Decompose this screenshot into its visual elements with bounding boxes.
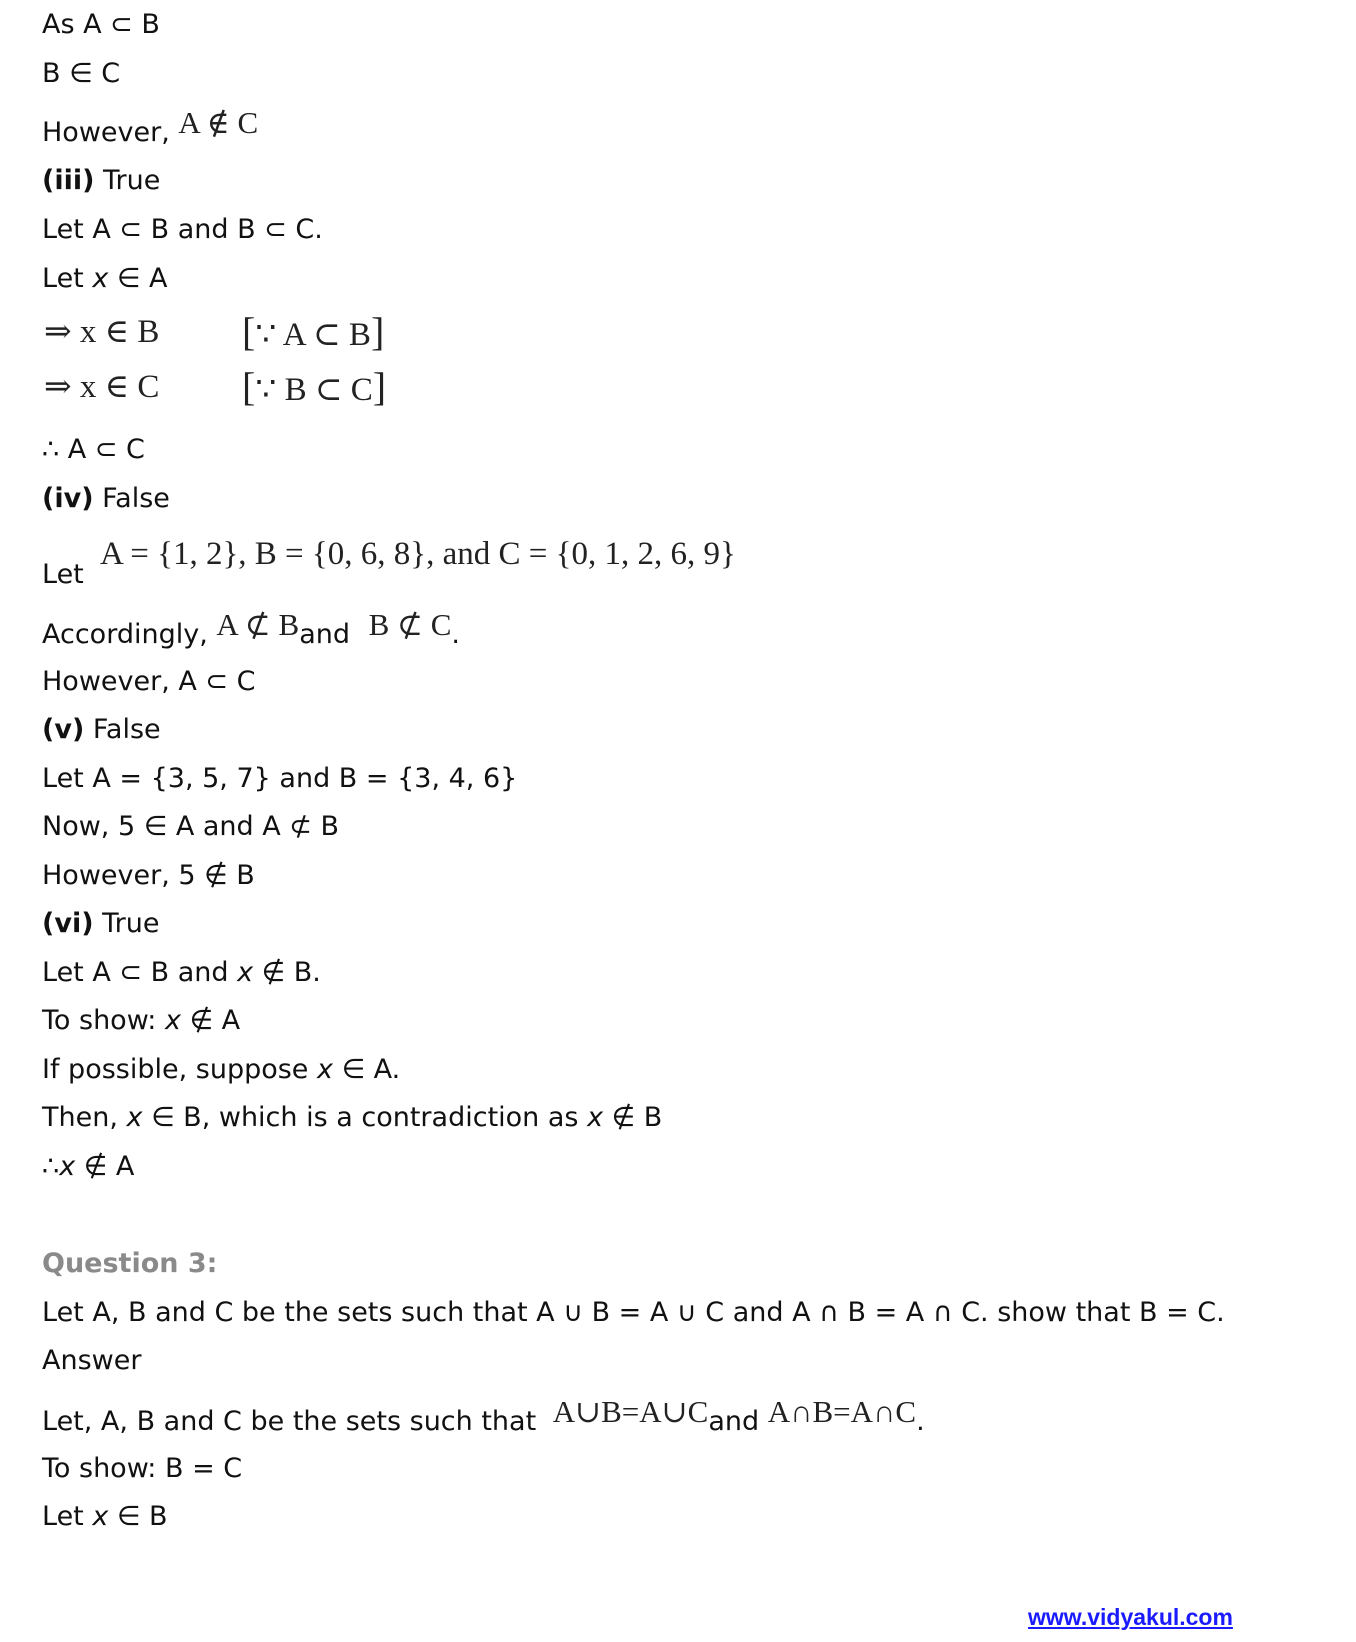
part-verdict: False	[84, 714, 161, 745]
bracket-open: [	[242, 364, 256, 409]
line-text: and	[708, 1406, 768, 1437]
line-text: Let	[42, 1501, 93, 1532]
math-union-equal: A∪B=A∪C	[552, 1394, 709, 1429]
variable-x: x	[59, 1151, 76, 1182]
part-verdict: False	[93, 483, 170, 514]
answer-line-sets	[42, 1394, 925, 1439]
math-a-not-subset-b: A ⊄ B	[216, 607, 300, 642]
derivation-step-1: ⇒ x ∈ B	[44, 314, 160, 350]
math-b-not-subset-c: B ⊄ C	[368, 607, 452, 642]
line-text: ∈ B	[108, 1501, 168, 1532]
bracket-open: [	[242, 309, 256, 354]
part-vi-heading	[42, 907, 159, 941]
line-text: ∈ A.	[332, 1054, 401, 1085]
line-therefore-a-subset-c: ∴ A ⊂ C	[42, 434, 145, 465]
reason-text: ∵ B ⊂ C	[255, 372, 373, 408]
line-let-x-in-a	[42, 262, 168, 296]
line-text: Then,	[42, 1102, 127, 1133]
part-v-heading	[42, 713, 161, 747]
line-let-a-subset-b-x-notin-b	[42, 956, 321, 990]
line-text: Let A ⊂ B and	[42, 957, 238, 988]
line-text: ∉ B.	[253, 957, 321, 988]
derivation-reason-2	[242, 364, 387, 410]
line-however-a-subset-c: However, A ⊂ C	[42, 666, 256, 697]
line-text: ∈ A	[108, 263, 168, 294]
math-intersection-equal: A∩B=A∩C	[767, 1394, 917, 1429]
line-as-a-subset-b: As A ⊂ B	[42, 9, 160, 40]
line-text: and	[299, 619, 359, 650]
line-text: Let, A, B and C be the sets such that	[42, 1406, 545, 1437]
variable-x: x	[317, 1054, 333, 1085]
question-3-heading: Question 3:	[42, 1248, 218, 1279]
math-a-notin-c: A ∉ C	[178, 105, 259, 140]
part-verdict: True	[93, 908, 160, 939]
math-set-definitions: A = {1, 2}, B = {0, 6, 8}, and C = {0, 1, 2, 6, 9}	[100, 536, 736, 572]
part-label: (v)	[42, 714, 85, 745]
line-text: If possible, suppose	[42, 1054, 317, 1085]
line-however-5-notin-b: However, 5 ∉ B	[42, 860, 255, 891]
line-text: .	[451, 619, 461, 650]
line-contradiction	[42, 1101, 662, 1135]
part-iii-heading	[42, 164, 160, 198]
part-iv-heading	[42, 482, 170, 516]
reason-text: ∵ A ⊂ B	[255, 317, 371, 353]
line-if-possible	[42, 1053, 400, 1087]
line-let-prefix: Let	[42, 559, 84, 590]
line-now-5-in-a: Now, 5 ∈ A and A ⊄ B	[42, 811, 340, 842]
line-to-show-x-notin-a	[42, 1004, 240, 1038]
part-label: (iii)	[42, 165, 95, 196]
derivation-reason-1	[242, 309, 385, 355]
line-text: ∉ A	[75, 1151, 135, 1182]
line-however-a-notin-c	[42, 105, 259, 150]
line-let-a-b-sets: Let A = {3, 5, 7} and B = {3, 4, 6}	[42, 763, 518, 794]
line-b-in-c: B ∈ C	[42, 58, 121, 89]
variable-x: x	[92, 263, 109, 294]
line-text: However,	[42, 117, 179, 148]
answer-heading: Answer	[42, 1345, 142, 1376]
line-text: ∉ A	[180, 1005, 241, 1036]
question-3-text: Let A, B and C be the sets such that A ∪ B = A ∪ C and A ∩ B = A ∩ C. show that B = C.	[42, 1297, 1225, 1328]
part-label: (iv)	[42, 483, 94, 514]
variable-x: x	[587, 1102, 604, 1133]
line-text: To show:	[42, 1005, 165, 1036]
line-text: Let	[42, 263, 93, 294]
line-text: Accordingly,	[42, 619, 217, 650]
line-let-a-subset-b: Let A ⊂ B and B ⊂ C.	[42, 214, 323, 245]
footer-website-link[interactable]: www.vidyakul.com	[1028, 1604, 1233, 1630]
answer-to-show: To show: B = C	[42, 1453, 243, 1484]
variable-x: x	[126, 1102, 143, 1133]
variable-x: x	[237, 957, 254, 988]
variable-x: x	[165, 1005, 181, 1036]
line-text: ∴	[42, 1151, 60, 1182]
line-text: ∈ B, which is a contradiction as	[142, 1102, 588, 1133]
part-label: (vi)	[42, 908, 94, 939]
part-verdict: True	[94, 165, 161, 196]
bracket-close: ]	[370, 309, 385, 354]
answer-let-x-in-b	[42, 1500, 168, 1534]
derivation-step-2: ⇒ x ∈ C	[44, 369, 160, 405]
line-text: .	[916, 1406, 925, 1437]
bracket-close: ]	[372, 364, 387, 409]
variable-x: x	[92, 1501, 109, 1532]
line-therefore-x-notin-a	[42, 1150, 134, 1184]
line-accordingly	[42, 607, 461, 652]
line-text: ∉ B	[603, 1102, 663, 1133]
